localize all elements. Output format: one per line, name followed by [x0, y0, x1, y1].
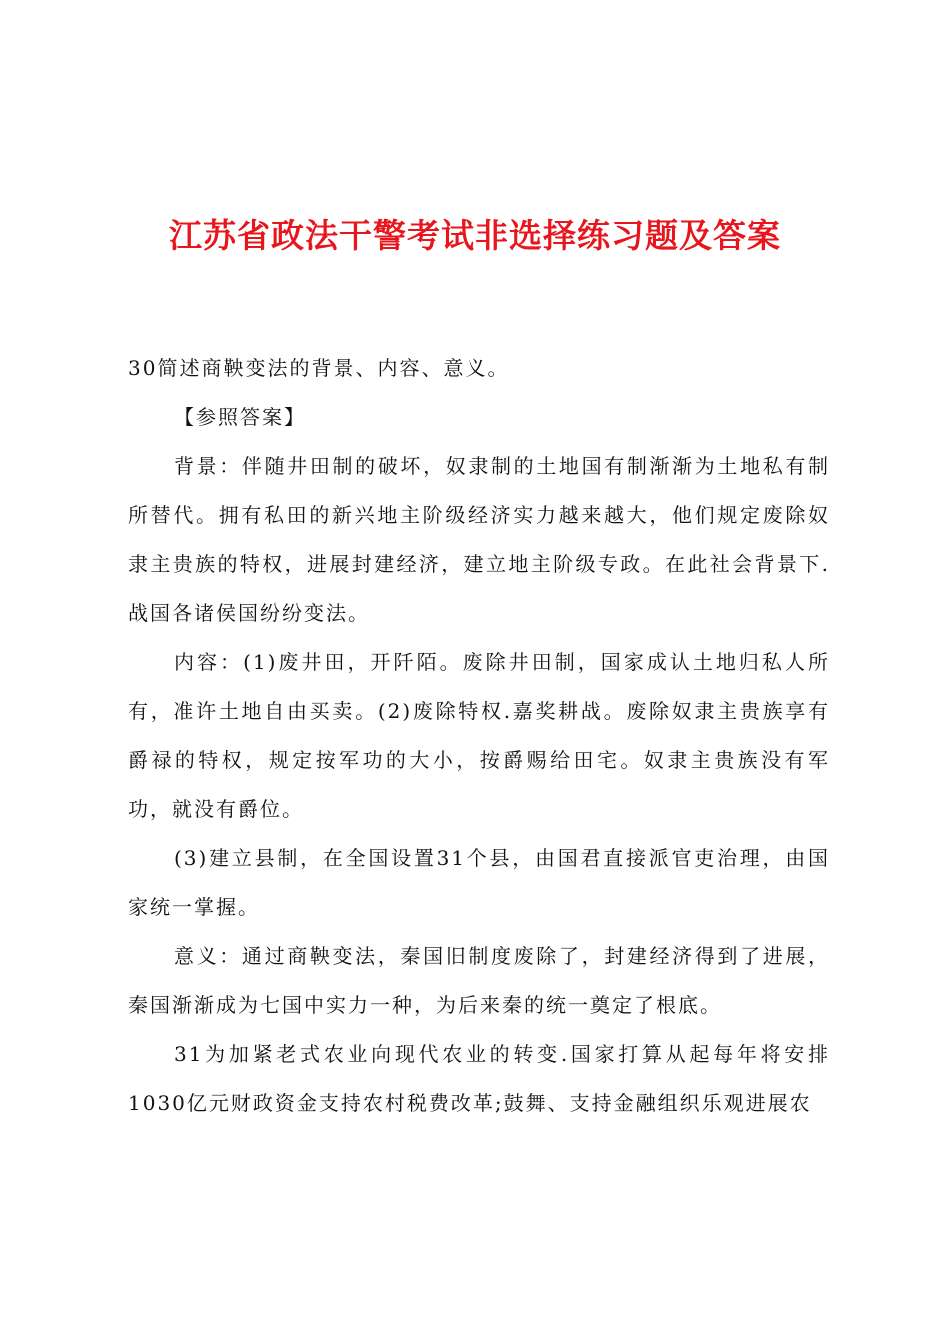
document-title: 江苏省政法干警考试非选择练习题及答案	[169, 216, 781, 255]
question-31: 31为加紧老式农业向现代农业的转变.国家打算从起每年将安排1030亿元财政资金支持农村税费改革;鼓舞、支持金融组织乐观进展农	[128, 1042, 830, 1115]
paragraph-content: 内容：(1)废井田，开阡陌。废除井田制，国家成认土地归私人所有，准许土地自由买卖。(2)废除特权.嘉奖耕战。废除奴隶主贵族享有爵禄的特权，规定按军功的大小，按爵赐给田宅。奴隶主贵族没有军功，就没有爵位。	[128, 650, 830, 821]
document-body	[128, 344, 830, 1128]
paragraph-significance: 意义：通过商鞅变法，秦国旧制度废除了，封建经济得到了进展，秦国渐渐成为七国中实力一种，为后来秦的统一奠定了根底。	[128, 944, 830, 1017]
paragraph-county-system: (3)建立县制，在全国设置31个县，由国君直接派官吏治理，由国家统一掌握。	[128, 846, 830, 919]
answer-heading: 【参照答案】	[174, 405, 306, 429]
question-30: 30简述商鞅变法的背景、内容、意义。	[128, 356, 510, 380]
paragraph-background: 背景：伴随井田制的破坏，奴隶制的土地国有制渐渐为土地私有制所替代。拥有私田的新兴地主阶级经济实力越来越大，他们规定废除奴隶主贵族的特权，进展封建经济，建立地主阶级专政。在此社会背景下.战国各诸侯国纷纷变法。	[128, 454, 830, 625]
